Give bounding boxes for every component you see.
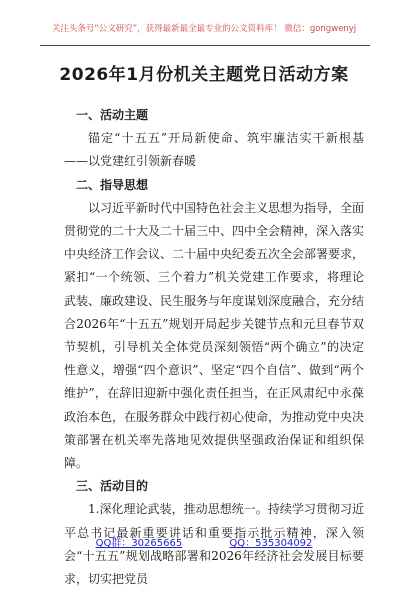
paragraph: 锚定“十五五”开局新使命、筑牢廉洁实干新根基——以党建红引领新春暖 [64, 131, 364, 169]
paragraph: 1.深化理论武装，推动思想统一。持续学习贯彻习近平总书记最新重要讲话和重要指示批示精神，深入领会“十五五”规划战略部署和2026年经济社会发展目标要求，切实把党员 [64, 502, 364, 587]
footer-contacts [0, 534, 408, 549]
document-body [64, 104, 364, 591]
section-heading: 三、活动目的 [76, 479, 149, 494]
document-title: 2026年1月份机关主题党日活动方案 [59, 65, 349, 85]
paragraph: 以习近平新时代中国特色社会主义思想为指导，全面贯彻党的二十大及二十届三中、四中全会精神，深入落实中央经济工作会议、二十届中央纪委五次全会部署要求，紧扣“一个统领、三个着力”机关党建工作要求，将理论武装、廉政建设、民生服务与年度谋划深度融合，充分结合2026年“十五五”规划开局起步关键节点和元旦春节双节契机，引导机关全体党员深刻领悟“两个确立”的决定性意义，增强“四个意识”、坚定“四个自信”、做到“两个维护”，在辞旧迎新中强化责任担当，在正风肃纪中永葆政治本色，在服务群众中践行初心使命，为推动党中央决策部署在机关率先落地见效提供坚强政治保证和组织保障。 [64, 200, 365, 471]
section-heading: 二、指导思想 [76, 177, 149, 192]
footer-qq: QQ：535304092 [229, 538, 313, 549]
section-heading: 一、活动主题 [76, 108, 149, 122]
section-guiding-ideology [64, 174, 364, 476]
footer-qq-group: QQ群：30265665 [95, 538, 183, 549]
header-divider [40, 45, 370, 46]
section-theme [64, 104, 364, 174]
header-note: 关注头条号“公文研究”，获得最新最全最专业的公文资料库！ 微信：gongwenyj [51, 24, 357, 34]
